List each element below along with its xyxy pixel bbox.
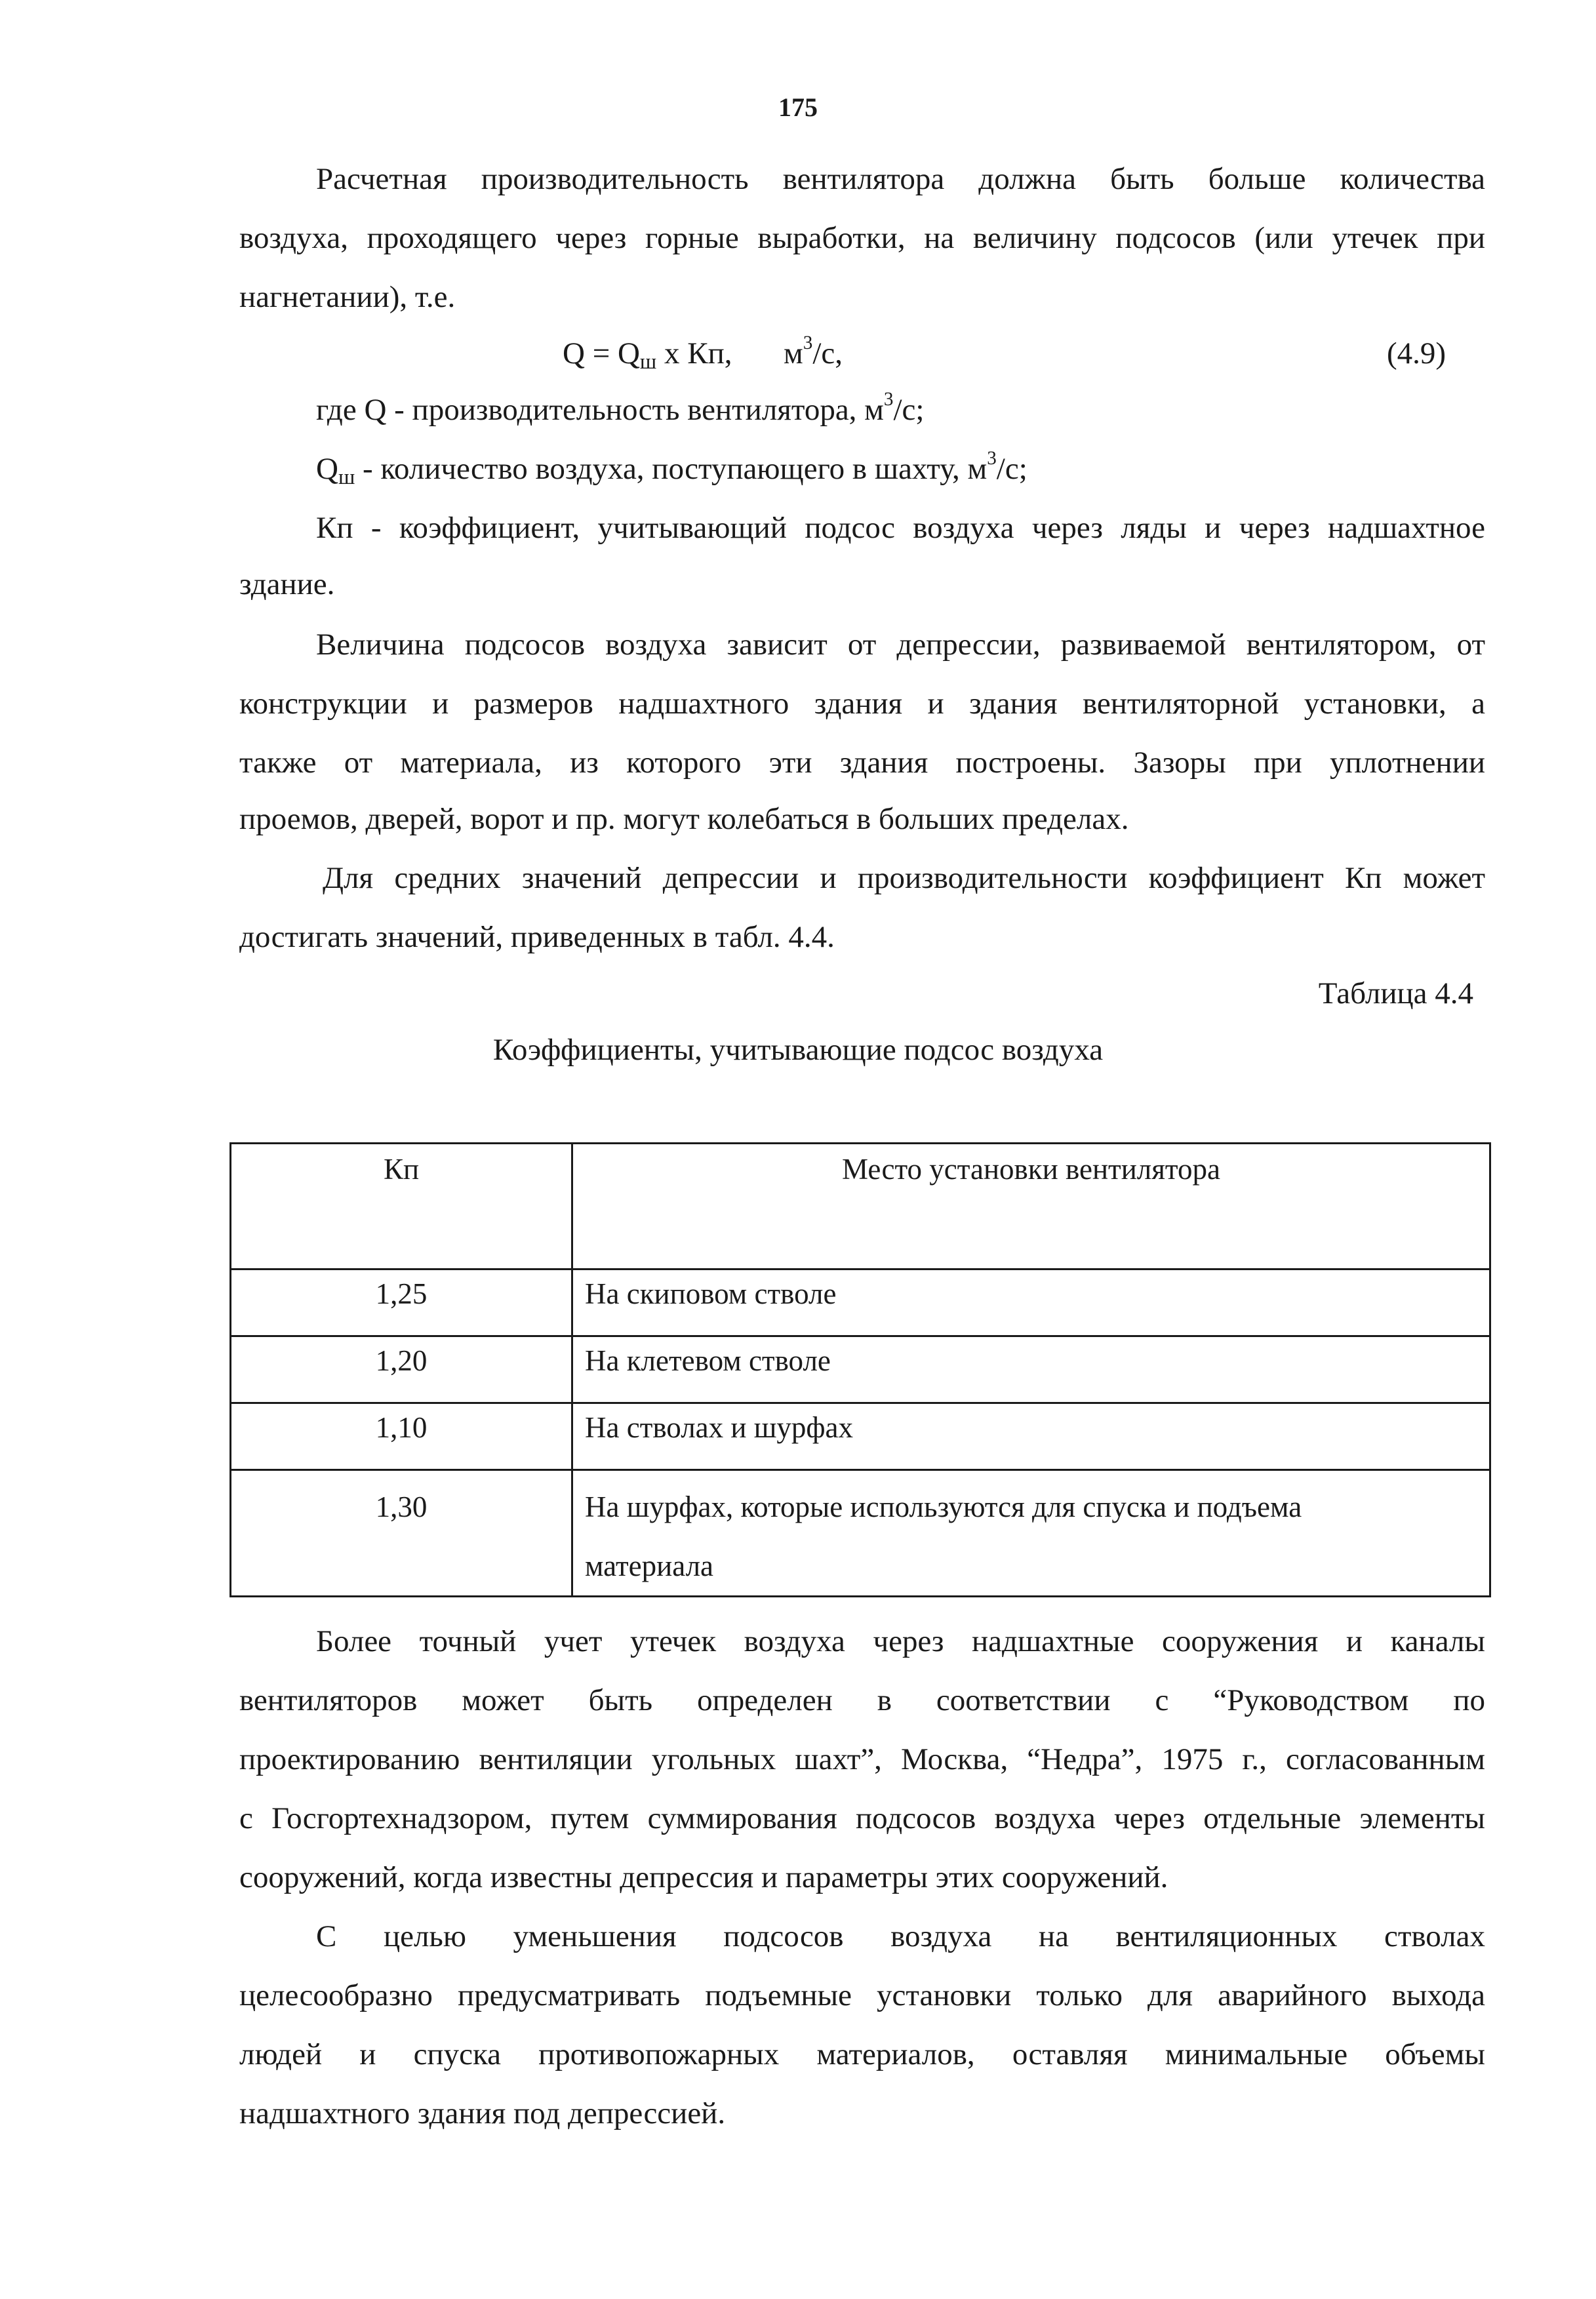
text-line: также от материала, из которого эти здания построены. Зазоры при уплотнении — [239, 746, 1485, 780]
cell-kp: 1,10 — [231, 1403, 572, 1470]
text-line: Для средних значений депрессии и производительности коэффициент Кп может — [323, 861, 1485, 895]
table-caption: Коэффициенты, учитывающие подсос воздуха — [492, 1033, 1104, 1067]
table-row — [231, 1336, 1490, 1403]
formula-unit: $м^3/с$, — [784, 332, 843, 370]
definition-kp: Кп - коэффициент, учитывающий подсос воздуха через ляды и через надшахтное — [316, 511, 1485, 545]
cell-location-line: На шурфах, которые используются для спуска и подъема — [585, 1490, 1302, 1523]
text-line: воздуха, проходящего через горные выработки, на величину подсосов (или утечек при — [239, 221, 1485, 255]
text-line: надшахтного здания под депрессией. — [239, 2096, 726, 2130]
text-line: С целью уменьшения подсосов воздуха на вентиляционных стволах — [316, 1919, 1485, 1953]
cell-location: На стволах и шурфах — [572, 1403, 1490, 1470]
definition-kp-cont: здание. — [239, 567, 335, 601]
text-line: достигать значений, приведенных в табл. 4.4. — [239, 920, 835, 954]
cell-kp: 1,30 — [231, 1470, 572, 1597]
text-line: нагнетании), т.е. — [239, 280, 456, 314]
text-line: Величина подсосов воздуха зависит от депрессии, развиваемой вентилятором, от — [316, 628, 1485, 662]
text-line: проектированию вентиляции угольных шахт”, Москва, “Недра”, 1975 г., согласованным — [239, 1742, 1485, 1776]
table-row — [231, 1470, 1490, 1597]
formula: $Q = Q_ш$ x Кп, — [563, 336, 732, 374]
page-number: 175 — [778, 92, 818, 122]
header-location: Место установки вентилятора — [572, 1144, 1490, 1269]
text-line: сооружений, когда известны депрессия и параметры этих сооружений. — [239, 1860, 1168, 1894]
cell-kp: 1,25 — [231, 1269, 572, 1336]
text-line: с Госгортехнадзором, путем суммирования подсосов воздуха через отдельные элементы — [239, 1801, 1485, 1835]
header-kp: Кп — [231, 1144, 572, 1269]
cell-location — [572, 1470, 1490, 1597]
text-line: конструкции и размеров надшахтного здания и здания вентиляторной установки, а — [239, 687, 1485, 721]
text-line: людей и спуска противопожарных материалов, оставляя минимальные объемы — [239, 2037, 1485, 2071]
table-header-row — [231, 1144, 1490, 1269]
cell-location-line: материала — [585, 1549, 713, 1582]
text-line: целесообразно предусматривать подъемные установки только для аварийного выхода — [239, 1978, 1485, 2012]
formula-subscript: ш — [639, 350, 657, 374]
cell-kp: 1,20 — [231, 1336, 572, 1403]
definition-q: где Q - производительность вентилятора, $м^3/с$; — [316, 389, 925, 427]
text-line: вентиляторов может быть определен в соответствии с “Руководством по — [239, 1683, 1485, 1717]
cell-location: На скиповом стволе — [572, 1269, 1490, 1336]
text-line: Расчетная производительность вентилятора должна быть больше количества — [316, 162, 1485, 196]
table-label: Таблица 4.4 — [1318, 976, 1473, 1010]
cell-location: На клетевом стволе — [572, 1336, 1490, 1403]
text-line: Более точный учет утечек воздуха через надшахтные сооружения и каналы — [316, 1624, 1485, 1658]
definition-qsh: $Q_ш$ - количество воздуха, поступающего в шахту, $м^3/с$; — [316, 448, 1027, 490]
table-row — [231, 1403, 1490, 1470]
table-row — [231, 1269, 1490, 1336]
formula-number: (4.9) — [1387, 336, 1446, 370]
text-line: проемов, дверей, ворот и пр. могут колебаться в больших пределах. — [239, 802, 1129, 836]
coefficients-table — [229, 1142, 1491, 1597]
